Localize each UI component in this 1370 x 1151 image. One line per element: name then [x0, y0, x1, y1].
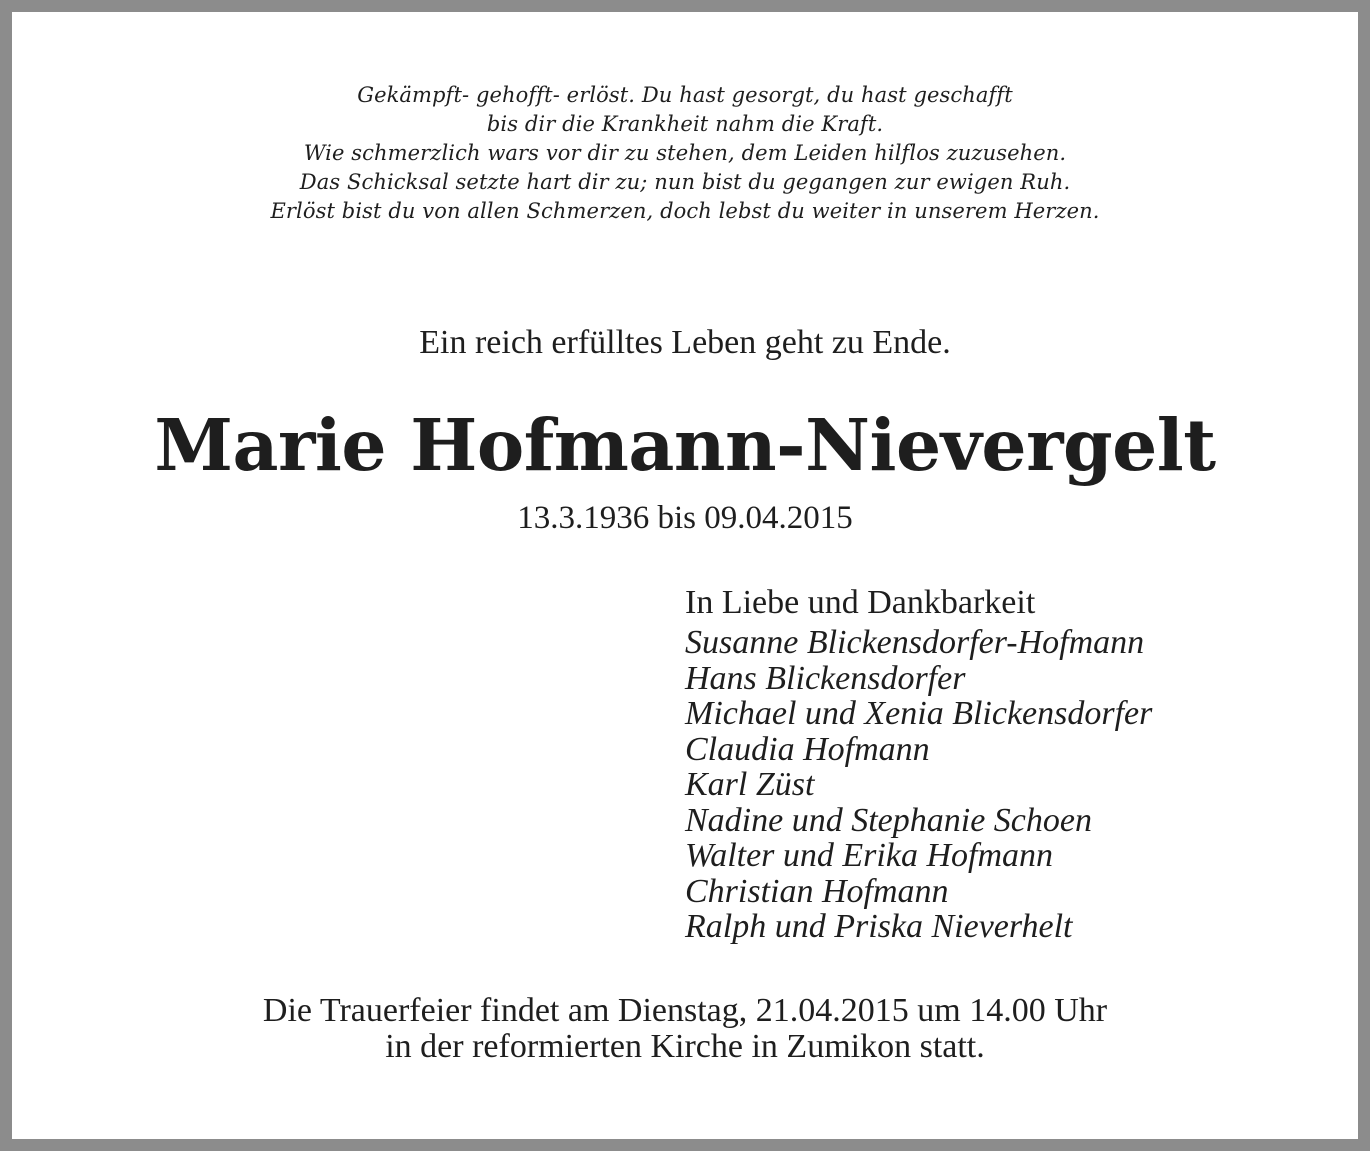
ceremony-line: Die Trauerfeier findet am Dienstag, 21.04.2015 um 14.00 Uhr: [262, 992, 1108, 1029]
mourner-name: Ralph und Priska Nieverhelt: [685, 908, 1073, 945]
mourners-heading: In Liebe und Dankbarkeit: [685, 584, 1036, 621]
mourner-name: Nadine und Stephanie Schoen: [685, 801, 1092, 839]
mourner-name: Hans Blickensdorfer: [685, 659, 966, 697]
mourner-name: Michael und Xenia Blickensdorfer: [685, 695, 1153, 732]
poem-line: Gekämpft- gehofft- erlöst. Du hast gesorgt, du hast geschafft: [357, 83, 1013, 107]
mourner-name: Karl Züst: [685, 766, 815, 803]
mourner-name: Christian Hofmann: [685, 872, 949, 910]
mourner-name: Claudia Hofmann: [685, 730, 930, 768]
life-dates: 13.3.1936 bis 09.04.2015: [517, 500, 853, 536]
poem: [12, 81, 1358, 226]
mourner-name: Walter und Erika Hofmann: [685, 837, 1054, 874]
mourner-name: Susanne Blickensdorfer-Hofmann: [685, 624, 1145, 661]
mourners-list: [685, 583, 1325, 945]
poem-line: Erlöst bist du von allen Schmerzen, doch lebst du weiter in unserem Herzen.: [270, 199, 1100, 223]
poem-line: Wie schmerzlich wars vor dir zu stehen, dem Leiden hilflos zuzusehen.: [303, 141, 1067, 165]
deceased-name: Marie Hofmann-Nievergelt: [154, 403, 1216, 487]
intro-text: Ein reich erfülltes Leben geht zu Ende.: [419, 324, 951, 361]
obituary-notice: [12, 12, 1358, 1139]
poem-line: Das Schicksal setzte hart dir zu; nun bist du gegangen zur ewigen Ruh.: [299, 170, 1071, 194]
ceremony-info: [12, 993, 1358, 1065]
ceremony-line: in der reformierten Kirche in Zumikon statt.: [385, 1028, 985, 1065]
poem-line: bis dir die Krankheit nahm die Kraft.: [486, 112, 884, 136]
